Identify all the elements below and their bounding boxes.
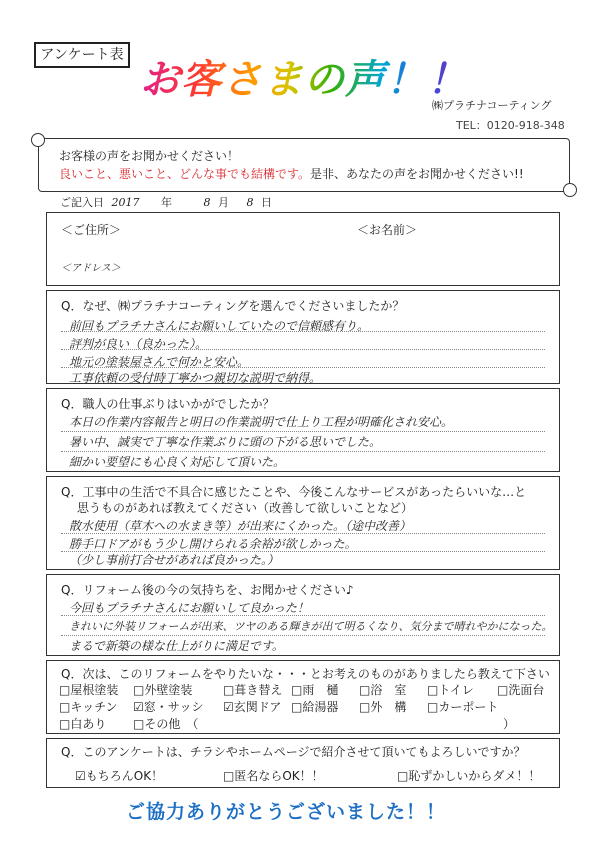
option-label: 葺き替え	[234, 683, 283, 697]
checkbox-icon[interactable]: □	[427, 700, 439, 714]
name-label: ＜お名前＞	[357, 223, 418, 237]
question-text: Q．次は、このリフォームをやりたいな・・・とお考えのものがありましたら教えて下さい	[61, 667, 550, 681]
checkbox-icon[interactable]: □	[359, 683, 371, 697]
question-box-1	[46, 290, 560, 384]
checkbox-icon[interactable]: □	[397, 769, 409, 783]
thanks-message: ご協力ありがとうございました！！	[126, 801, 447, 823]
question-box-3	[46, 476, 560, 570]
checkbox-icon[interactable]: □	[291, 683, 303, 697]
q5-option[interactable]	[59, 715, 106, 732]
answer-text: 地元の塗装屋さんで何かと安心。	[69, 355, 250, 369]
checkbox-icon[interactable]: □	[291, 700, 303, 714]
option-label: 洗面台	[508, 683, 545, 697]
intro-line2-red: 良いこと、悪いこと、どんな事でも結構です。	[59, 167, 311, 181]
date-prefix: ご記入日	[60, 196, 104, 209]
answer-text: 細かい要望にも心良く対応して頂いた。	[69, 455, 286, 469]
question-text: Q．工事中の生活で不具合に感じたことや、今後こんなサービスがあったらいいな…と	[61, 485, 527, 499]
checkbox-icon[interactable]: □	[359, 700, 371, 714]
date-month[interactable]: 8	[203, 196, 211, 209]
company-tel: TEL：0120-918-348	[456, 119, 565, 132]
q5-option[interactable]	[497, 681, 544, 698]
question-text: Q．職人の仕事ぶりはいかがでしたか？	[61, 397, 275, 411]
q5-option[interactable]	[133, 715, 198, 732]
q5-option[interactable]	[359, 698, 406, 715]
checkbox-icon[interactable]: □	[223, 683, 235, 697]
scroll-curl-icon	[563, 183, 577, 197]
checkbox-icon[interactable]: □	[133, 683, 145, 697]
checkbox-icon[interactable]: □	[223, 769, 235, 783]
q6-option[interactable]	[397, 767, 540, 784]
checkbox-icon[interactable]: □	[133, 717, 145, 731]
option-label: 匿名ならOK！！	[234, 769, 324, 783]
address-name-box	[46, 212, 560, 286]
answer-text: 散水使用（草木への水まき等）が出来にくかった。（途中改善）	[69, 519, 412, 533]
option-label: 雨 樋	[302, 683, 339, 697]
checked-box-icon[interactable]: ☑	[133, 700, 144, 714]
option-label: 給湯器	[302, 700, 339, 714]
checkbox-icon[interactable]: □	[427, 683, 439, 697]
form-tag: アンケート表	[34, 42, 130, 68]
date-year[interactable]: 2017	[111, 196, 140, 209]
answer-text: 暑い中、誠実で丁寧な作業ぶりに頭の下がる思いでした。	[69, 435, 382, 449]
answer-line	[61, 431, 545, 432]
address-label: ＜ご住所＞	[61, 223, 122, 237]
q5-option[interactable]	[133, 681, 192, 698]
question-box-4	[46, 574, 560, 656]
q5-option[interactable]	[59, 681, 118, 698]
intro-banner	[38, 138, 570, 192]
question-text: Q．このアンケートは、チラシやホームページで紹介させて頂いてもよろしいですか？	[61, 745, 526, 759]
answer-text: 本日の作業内容報告と明日の作業説明で仕上り工程が明確化され安心。	[69, 415, 454, 429]
option-label: 窓・サッシ	[143, 700, 204, 714]
answer-line	[61, 451, 545, 452]
q5-option[interactable]	[427, 698, 498, 715]
other-close-paren: ）	[503, 717, 516, 731]
option-label: 外 構	[370, 700, 407, 714]
q6-option[interactable]	[75, 767, 163, 784]
option-label: 外壁塗装	[144, 683, 193, 697]
date-year-label: 年	[161, 196, 172, 209]
question-box-5	[46, 660, 560, 734]
question-text: Q．リフォーム後の今の気持ちを、お聞かせください♪	[61, 583, 354, 597]
question-text: 思うものがあれば教えてください（改善して欲しいことなど）	[77, 501, 414, 515]
date-day[interactable]: 8	[246, 196, 254, 209]
option-label: キッチン	[70, 700, 118, 714]
checkbox-icon[interactable]: □	[59, 700, 71, 714]
question-box-2	[46, 388, 560, 472]
company-name: ㈱プラチナコーティング	[432, 99, 552, 112]
answer-text: きれいに外装リフォームが出来、ツヤのある輝きが出て明るくなり、気分まで晴れやかになった。	[69, 620, 553, 633]
page-title: お客さまの声！！	[140, 48, 468, 105]
option-label: 屋根塗装	[70, 683, 119, 697]
answer-line	[61, 635, 545, 636]
checked-box-icon[interactable]: ☑	[223, 700, 234, 714]
answer-text: 今回もプラチナさんにお願いして良かった！	[69, 601, 310, 615]
q5-option[interactable]	[291, 681, 338, 698]
q5-option[interactable]	[223, 681, 282, 698]
address-field[interactable]: ＜アドレス＞	[61, 263, 121, 274]
answer-text: 評判が良い（良かった）。	[69, 337, 208, 351]
option-label: 白あり	[70, 717, 107, 731]
entry-date	[60, 194, 272, 210]
q5-option[interactable]	[359, 681, 406, 698]
q5-option[interactable]	[133, 698, 204, 715]
q5-option[interactable]	[427, 681, 474, 698]
q5-option[interactable]	[223, 698, 281, 715]
intro-line1: お客様の声をお聞かせください！	[59, 149, 240, 163]
q6-option[interactable]	[223, 767, 324, 784]
q5-option[interactable]	[59, 698, 118, 715]
intro-line2	[59, 165, 524, 182]
scroll-curl-icon	[31, 133, 45, 147]
question-text: Q．なぜ、㈱プラチナコーティングを選んでくださいましたか？	[61, 299, 405, 313]
checkbox-icon[interactable]: □	[497, 683, 509, 697]
answer-text: まるで新築の様な仕上がりに満足です。	[69, 639, 284, 653]
option-label: カーポート	[438, 700, 499, 714]
checked-box-icon[interactable]: ☑	[75, 769, 86, 783]
option-label: 玄関ドア	[233, 700, 282, 714]
option-label: 浴 室	[370, 683, 407, 697]
checkbox-icon[interactable]: □	[59, 683, 71, 697]
date-day-label: 日	[261, 196, 272, 209]
option-label: その他 （	[144, 717, 199, 731]
option-label: トイレ	[438, 683, 474, 697]
answer-text: 工事依頼の受付時丁寧かつ親切な説明で納得。	[69, 371, 322, 385]
answer-text: 勝手口ドアがもう少し開けられる余裕が欲しかった。	[69, 537, 357, 551]
option-label: もちろんOK！	[85, 769, 164, 783]
answer-text: 前回もプラチナさんにお願いしていたので信頼感有り。	[69, 319, 370, 333]
date-month-label: 月	[218, 196, 229, 209]
intro-line2-black: 是非、あなたの声をお聞かせください!!	[310, 167, 524, 181]
checkbox-icon[interactable]: □	[59, 717, 71, 731]
option-label: 恥ずかしいからダメ！！	[408, 769, 541, 783]
answer-text: （少し事前打合せがあれば良かった。）	[69, 553, 280, 567]
q5-option[interactable]	[291, 698, 338, 715]
question-box-6	[46, 738, 560, 788]
